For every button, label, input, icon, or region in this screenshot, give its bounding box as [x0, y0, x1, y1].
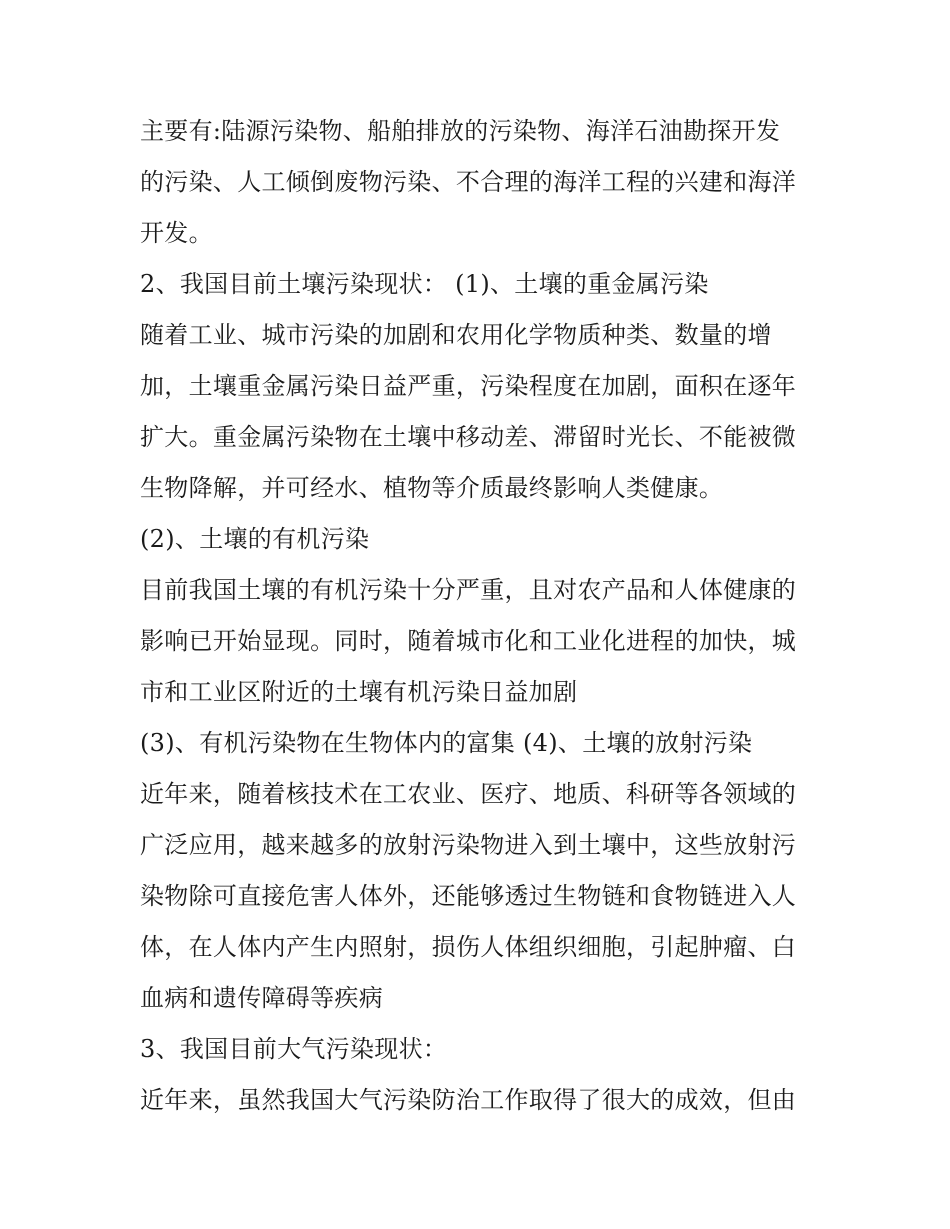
text-line: 近年来，随着核技术在工农业、医疗、地质、科研等各领域的 — [140, 780, 797, 808]
text-line: 血病和遗传障碍等疾病 — [140, 984, 383, 1012]
subheading-organic-pollution: (2)、土壤的有机污染 — [140, 525, 370, 553]
text-line: 的污染、人工倾倒废物污染、不合理的海洋工程的兴建和海洋 — [140, 168, 797, 196]
text-line: 目前我国土壤的有机污染十分严重，且对农产品和人体健康的 — [140, 576, 797, 604]
text-line: 主要有:陆源污染物、船舶排放的污染物、海洋石油勘探开发 — [140, 117, 781, 145]
text-line: 近年来，虽然我国大气污染防治工作取得了很大的成效，但由 — [140, 1086, 797, 1114]
text-line: 广泛应用，越来越多的放射污染物进入到土壤中，这些放射污 — [140, 831, 797, 859]
text-line: 市和工业区附近的土壤有机污染日益加剧 — [140, 678, 578, 706]
section-heading-air: 3、我国目前大气污染现状： — [140, 1035, 448, 1063]
text-line: 扩大。重金属污染物在土壤中移动差、滞留时光长、不能被微 — [140, 423, 797, 451]
text-line: 开发。 — [140, 219, 213, 247]
text-line: 染物除可直接危害人体外，还能够透过生物链和食物链进入人 — [140, 882, 797, 910]
text-line: 随着工业、城市污染的加剧和农用化学物质种类、数量的增 — [140, 321, 772, 349]
subheading-radioactive-pollution: (3)、有机污染物在生物体内的富集 (4)、土壤的放射污染 — [140, 729, 753, 757]
text-line: 生物降解，并可经水、植物等介质最终影响人类健康。 — [140, 474, 724, 502]
document-body — [140, 106, 820, 1126]
text-line: 加，土壤重金属污染日益严重，污染程度在加剧，面积在逐年 — [140, 372, 797, 400]
text-line: 影响已开始显现。同时，随着城市化和工业化进程的加快，城 — [140, 627, 797, 655]
text-line: 体，在人体内产生内照射，损伤人体组织细胞，引起肿瘤、白 — [140, 933, 797, 961]
section-heading-soil: 2、我国目前土壤污染现状： (1)、土壤的重金属污染 — [140, 270, 709, 298]
